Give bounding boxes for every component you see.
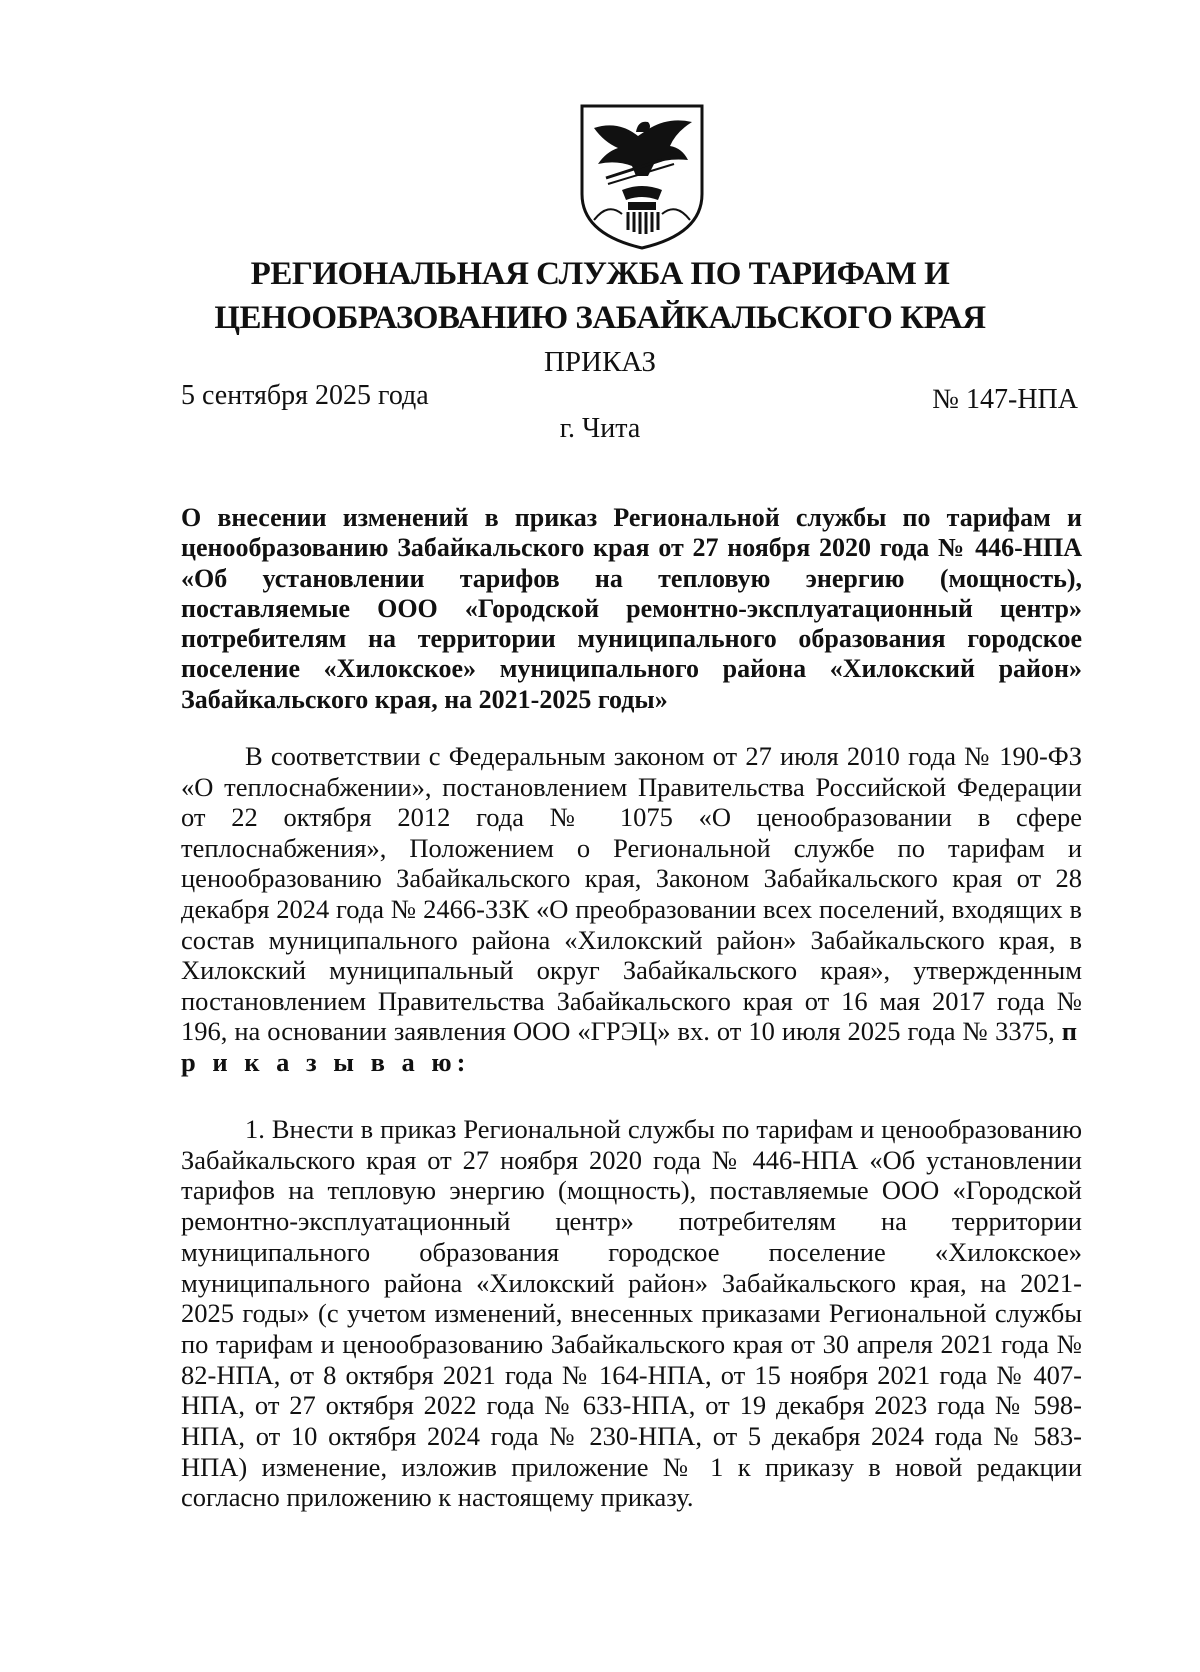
organization-title — [100, 252, 1100, 340]
order-subject: О внесении изменений в приказ Региональной службы по тарифам и ценообразованию Забайкальского края от 27 ноября 2020 года № 446-НПА «Об установлении тарифов на тепловую энергию (мощность), поставляемые ООО «Городской ремонтно-эксплуатационный центр» потребителям на территории муниципального образования городское поселение «Хилокское» муниципального района «Хилокский район» Забайкальского края, на 2021-2025 годы» — [181, 503, 1082, 714]
preamble-paragraph — [181, 741, 1082, 1078]
preamble-text: В соответствии с Федеральным законом от 27 июля 2010 года № 190-ФЗ «О теплоснабжении», постановлением Правительства Российской Федерации от 22 октября 2012 года № 1075 «О ценообразовании в сфере теплоснабжения», Положением о Региональной службе по тарифам и ценообразованию Забайкальского края, Законом Забайкальского края от 28 декабря 2024 года № 2466-ЗЗК «О преобразовании всех поселений, входящих в состав муниципального района «Хилокский район» Забайкальского края, в Хилокский муниципальный округ Забайкальского края», утвержденным постановлением Правительства Забайкальского края от 16 мая 2017 года № 196, на основании заявления ООО «ГРЭЦ» вх. от 10 июля 2025 года № 3375, — [181, 741, 1082, 1047]
order-verb: п р и к а з ы в а ю: — [181, 1016, 1082, 1077]
organization-title-line-2: ЦЕНООБРАЗОВАНИЮ ЗАБАЙКАЛЬСКОГО КРАЯ — [214, 300, 986, 336]
order-city: г. Чита — [559, 413, 641, 444]
order-number: № 147-НПА — [932, 384, 1078, 415]
organization-title-line-1: РЕГИОНАЛЬНАЯ СЛУЖБА ПО ТАРИФАМ И — [250, 256, 950, 292]
coat-of-arms-icon — [578, 102, 706, 250]
clause-1: 1. Внести в приказ Региональной службы по тарифам и ценообразованию Забайкальского края от 27 ноября 2020 года № 446-НПА «Об установлении тарифов на тепловую энергию (мощность), поставляемые ООО «Городской ремонтно-эксплуатационный центр» потребителям на территории муниципального образования городское поселение «Хилокское» муниципального района «Хилокский район» Забайкальского края, на 2021-2025 годы» (с учетом изменений, внесенных приказами Региональной службы по тарифам и ценообразованию Забайкальского края от 30 апреля 2021 года № 82-НПА, от 8 октября 2021 года № 164-НПА, от 15 ноября 2021 года № 407-НПА, от 27 октября 2022 года № 633-НПА, от 19 декабря 2023 года № 598-НПА, от 10 октября 2024 года № 230-НПА, от 5 декабря 2024 года № 583-НПА) изменение, изложив приложение № 1 к приказу в новой редакции согласно приложению к настоящему приказу. — [181, 1114, 1082, 1513]
document-type: ПРИКАЗ — [543, 346, 657, 378]
order-date: 5 сентября 2025 года — [181, 380, 429, 411]
